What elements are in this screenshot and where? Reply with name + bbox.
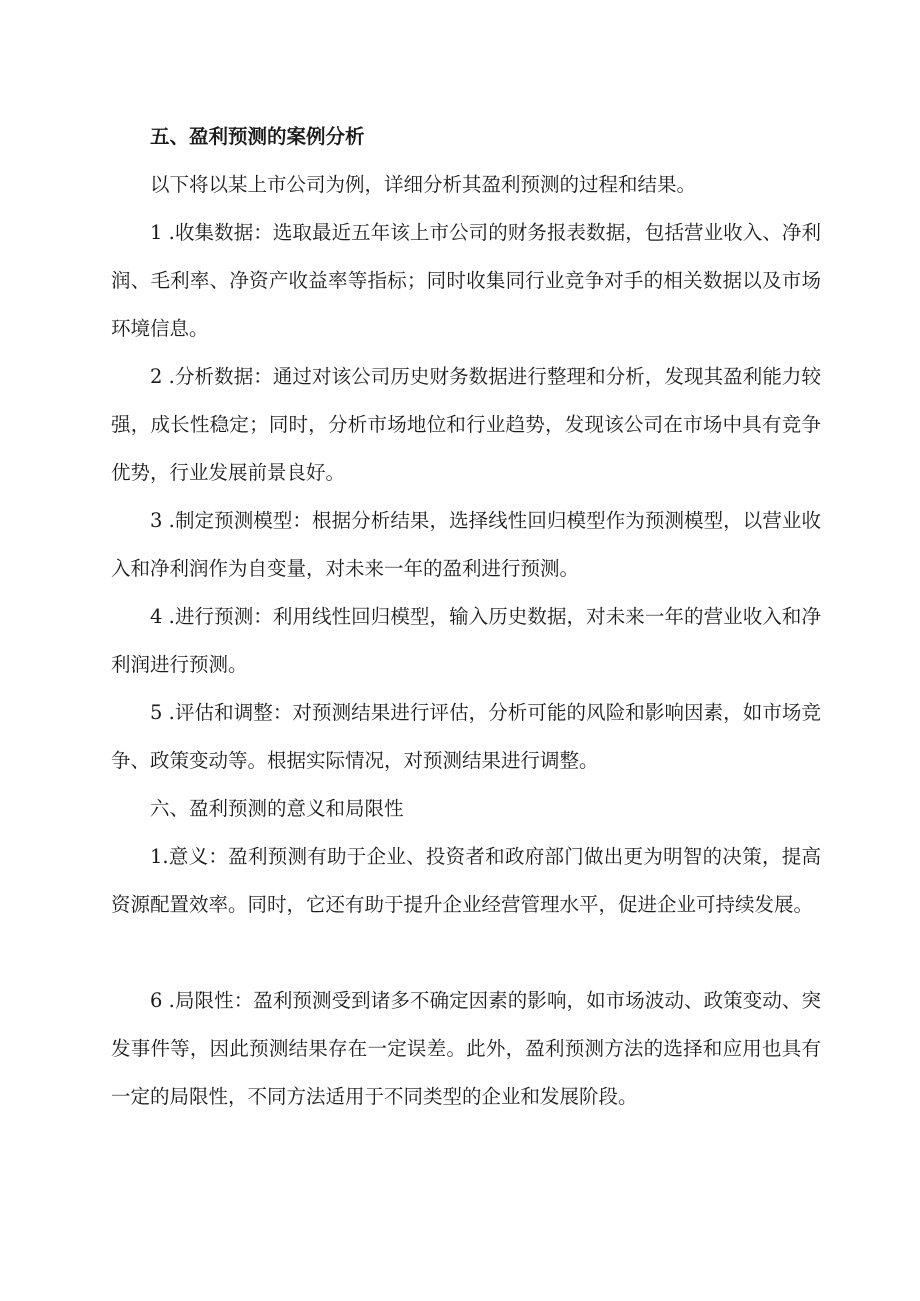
step-paragraph-4: 4 .进行预测：利用线性回归模型，输入历史数据，对未来一年的营业收入和净利润进行预测。 <box>111 605 821 676</box>
limitations-paragraph: 6 .局限性：盈利预测受到诸多不确定因素的影响，如市场波动、政策变动、突发事件等，因此预测结果存在一定误差。此外，盈利预测方法的选择和应用也具有一定的局限性，不同方法适用于不同类型的企业和发展阶段。 <box>111 989 821 1108</box>
step-paragraph-5: 5 .评估和调整：对预测结果进行评估，分析可能的风险和影响因素，如市场竞争、政策变动等。根据实际情况，对预测结果进行调整。 <box>111 701 821 772</box>
section-heading-6: 六、盈利预测的意义和局限性 <box>150 797 404 820</box>
step-paragraph-1: 1 .收集数据：选取最近五年该上市公司的财务报表数据，包括营业收入、净利润、毛利率、净资产收益率等指标；同时收集同行业竞争对手的相关数据以及市场环境信息。 <box>111 221 821 340</box>
step-paragraph-2: 2 .分析数据：通过对该公司历史财务数据进行整理和分析，发现其盈利能力较强，成长性稳定；同时，分析市场地位和行业趋势，发现该公司在市场中具有竞争优势，行业发展前景良好。 <box>111 365 821 484</box>
step-paragraph-3: 3 .制定预测模型：根据分析结果，选择线性回归模型作为预测模型，以营业收入和净利润作为自变量，对未来一年的盈利进行预测。 <box>111 509 821 580</box>
section-heading-5: 五、盈利预测的案例分析 <box>150 125 365 148</box>
significance-paragraph: 1.意义：盈利预测有助于企业、投资者和政府部门做出更为明智的决策，提高资源配置效率。同时，它还有助于提升企业经营管理水平，促进企业可持续发展。 <box>111 845 821 916</box>
intro-paragraph: 以下将以某上市公司为例，详细分析其盈利预测的过程和结果。 <box>150 173 697 196</box>
